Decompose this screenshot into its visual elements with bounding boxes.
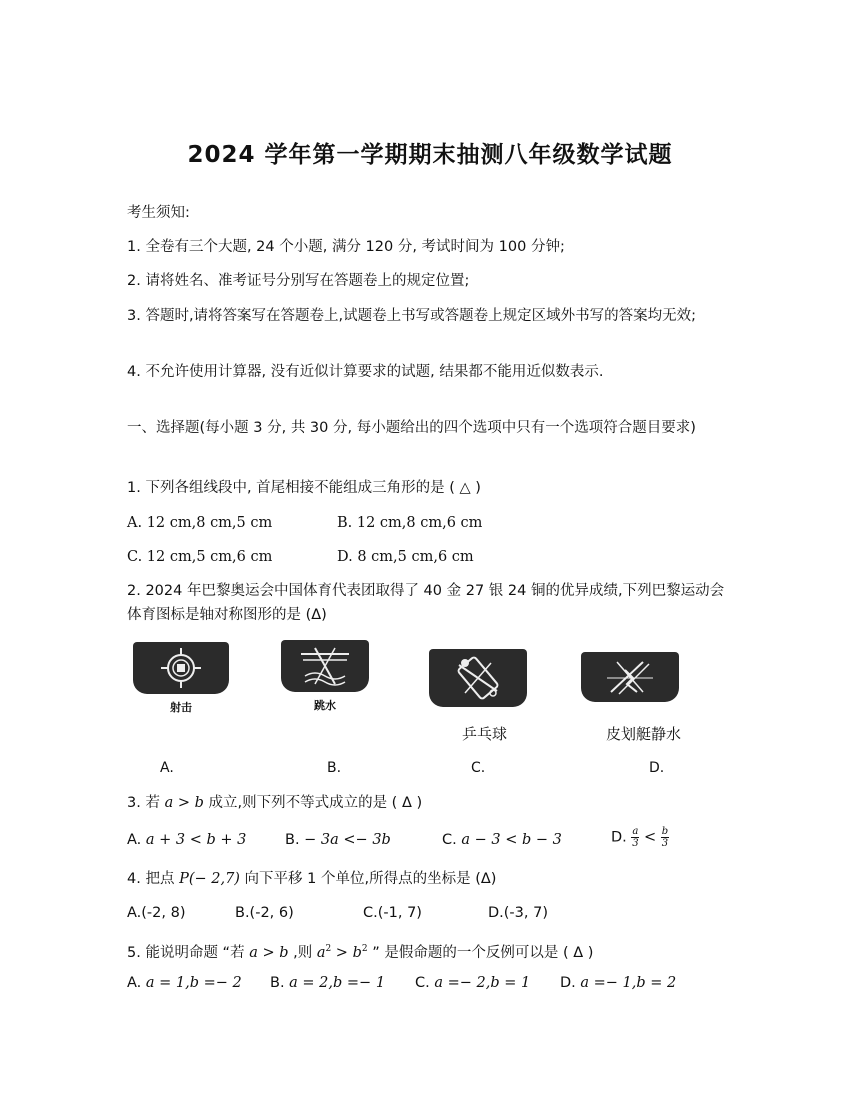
question-2-stem: 2. 2024 年巴黎奥运会中国体育代表团取得了 40 金 27 银 24 铜的优异成绩,下列巴黎运动会体育图标是轴对称图形的是 (Δ) [127,583,725,623]
question-5-stem: 5. 能说明命题 “若 a > b ,则 $a^2 > b^2$ ” 是假命题的一个反例可以是 ( Δ ) [127,944,594,961]
question-3-stem: 3. 若 a > b 成立,则下列不等式成立的是 ( Δ ) [127,795,423,811]
question-4-option-c: C.(-1, 7) [363,905,422,921]
notice-heading: 考生须知: [127,205,190,221]
question-2-option-c: C. [471,760,486,776]
question-3-option-b: B. − 3a <− 3b [285,832,391,848]
notice-item-3: 3. 答题时,请将答案写在答题卷上,试题卷上书写或答题卷上规定区域外书写的答案均无效; [127,308,697,324]
question-5-option-a: A. a = 1,b =− 2 [127,975,242,991]
icon-label-canoe-sprint: 皮划艇静水 [606,725,682,743]
question-2-option-d: D. [649,760,665,776]
question-5-option-b: B. a = 2,b =− 1 [270,975,386,991]
icon-label-diving: 跳水 [314,699,336,712]
notice-item-1: 1. 全卷有三个大题, 24 个小题, 满分 120 分, 考试时间为 100 分钟; [127,239,565,255]
question-4-stem: 4. 把点 P(− 2,7) 向下平移 1 个单位,所得点的坐标是 (Δ) [127,871,497,887]
question-2-option-a: A. [160,760,174,776]
question-5-option-d: D. a =− 1,b = 2 [560,975,677,991]
question-5-option-c: C. a =− 2,b = 1 [415,975,531,991]
icon-label-table-tennis: 乒乓球 [462,725,508,743]
icon-label-shooting: 射击 [170,701,192,714]
question-3-option-c: C. a − 3 < b − 3 [442,832,562,848]
notice-item-4: 4. 不允许使用计算器, 没有近似计算要求的试题, 结果都不能用近似数表示. [127,364,604,380]
question-3-option-a: A. a + 3 < b + 3 [127,832,247,848]
shooting-icon [133,642,229,694]
question-1-stem: 1. 下列各组线段中, 首尾相接不能组成三角形的是 ( △ ) [127,480,481,496]
canoe-sprint-icon [581,652,679,702]
table-tennis-icon [429,649,527,707]
question-3-option-d: D. $\frac{a}{3}$ < $\frac{b}{3}$ [611,826,669,849]
diving-icon [281,640,369,692]
question-1-option-a: A. 12 cm,8 cm,5 cm [127,515,273,531]
section-heading: 一、选择题(每小题 3 分, 共 30 分, 每小题给出的四个选项中只有一个选项符合题目要求) [127,420,696,436]
question-1-option-d: D. 8 cm,5 cm,6 cm [337,549,474,565]
question-1-option-b: B. 12 cm,8 cm,6 cm [337,515,483,531]
question-4-option-b: B.(-2, 6) [235,905,294,921]
question-1-option-c: C. 12 cm,5 cm,6 cm [127,549,273,565]
page-title: 2024 学年第一学期期末抽测八年级数学试题 [187,142,673,168]
question-2-option-b: B. [327,760,342,776]
question-4-option-a: A.(-2, 8) [127,905,186,921]
question-4-option-d: D.(-3, 7) [488,905,548,921]
notice-item-2: 2. 请将姓名、准考证号分别写在答题卷上的规定位置; [127,273,470,289]
